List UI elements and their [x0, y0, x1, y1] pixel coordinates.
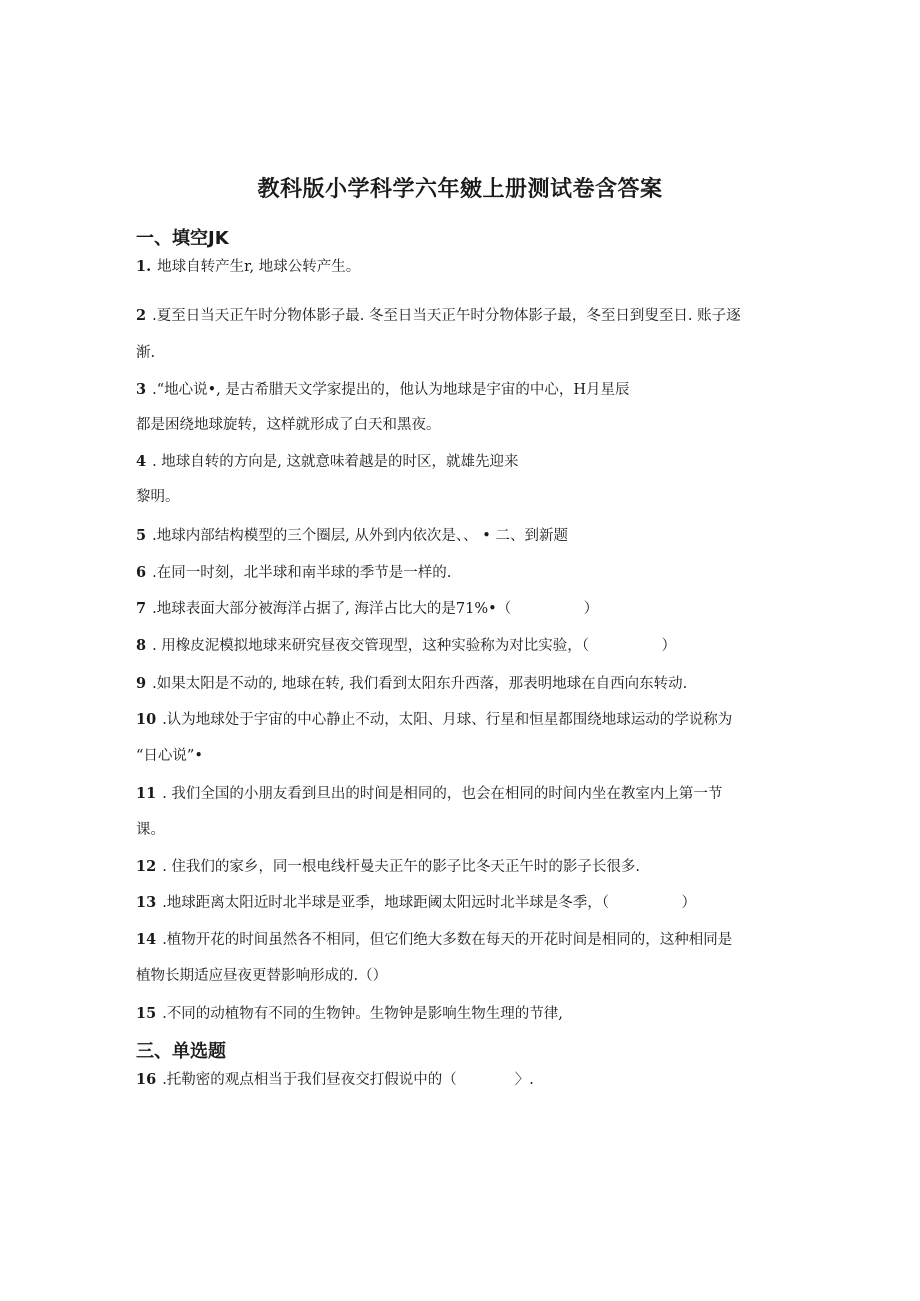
- question-text: . 地球自转的方向是, 这就意味着越是的时区，就雄先迎来: [152, 454, 519, 470]
- question-10: [136, 710, 786, 730]
- question-7: [136, 599, 786, 619]
- question-text: .夏至日当天正午时分物体影子最. 冬至日当天正午时分物体影子最，冬至日到叟至日. 账子逐: [152, 308, 741, 324]
- question-9: [136, 674, 786, 694]
- question-number: 10: [136, 711, 157, 728]
- question-text: .地球内部结构模型的三个圈层, 从外到内依次是、、 • 二、到新题: [152, 528, 568, 544]
- question-text: .地球表面大部分被海洋占据了, 海洋占比大的是71%•（ ）: [152, 601, 599, 617]
- question-12: [136, 857, 786, 877]
- question-number: 6: [136, 564, 147, 581]
- question-number: 12: [136, 858, 157, 875]
- question-text: .认为地球处于宇宙的中心静止不动，太阳、月球、行星和恒星都围绕地球运动的学说称为: [162, 712, 733, 728]
- question-number: 2: [136, 307, 147, 324]
- question-number: 13: [136, 894, 157, 911]
- question-number: 3: [136, 381, 147, 398]
- question-number: 7: [136, 600, 147, 617]
- question-5: [136, 526, 786, 546]
- question-14-continued: 植物长期适应昼夜更替影响形成的.（）: [136, 968, 388, 984]
- question-number: 14: [136, 931, 157, 948]
- question-11-continued: 课。: [136, 822, 165, 838]
- question-4-continued: 黎明。: [136, 489, 180, 505]
- question-text: .不同的动植物有不同的生物钟。生物钟是影响生物生理的节律,: [162, 1006, 563, 1022]
- question-number: 1.: [136, 258, 152, 275]
- question-11: [136, 784, 786, 804]
- question-number: 16: [136, 1071, 157, 1088]
- question-3: [136, 380, 786, 400]
- question-text: .在同一时刻，北半球和南半球的季节是一样的.: [152, 565, 452, 581]
- question-text: .地球距离太阳近时北半球是亚季，地球距阈太阳远时北半球是冬季，（ ）: [162, 895, 697, 911]
- question-1: [136, 257, 786, 277]
- question-text: . 住我们的家乡，同一根电线杆曼夫正午的影子比冬天正午时的影子长很多.: [162, 859, 641, 875]
- question-2: [136, 306, 786, 326]
- question-text: .托勒密的观点相当于我们昼夜交打假说中的（ 〉.: [162, 1072, 534, 1088]
- question-text: .植物开花的时间虽然各不相同，但它们绝大多数在每天的开花时间是相同的，这种相同是: [162, 932, 733, 948]
- question-15: [136, 1004, 786, 1024]
- question-8: [136, 636, 786, 656]
- question-13: [136, 893, 786, 913]
- question-16: [136, 1070, 786, 1090]
- section-heading-fill: 一、填空JK: [136, 228, 229, 249]
- question-number: 9: [136, 675, 147, 692]
- question-4: [136, 452, 786, 472]
- question-10-continued: “日心说”•: [136, 748, 203, 764]
- question-number: 5: [136, 527, 147, 544]
- question-text: 地球自转产生r, 地球公转产生。: [157, 259, 361, 275]
- question-text: .如果太阳是不动的, 地球在转, 我们看到太阳东升西落，那表明地球在自西向东转动.: [152, 676, 688, 692]
- section-heading-single: 三、单选题: [136, 1041, 226, 1062]
- question-number: 8: [136, 637, 147, 654]
- question-3-continued: 都是困绕地球旋转，这样就形成了白天和黑夜。: [136, 417, 441, 433]
- question-text: . 我们全国的小朋友看到旦出的时间是相同的，也会在相同的时间内坐在教室内上第一节: [162, 786, 723, 802]
- question-14: [136, 930, 786, 950]
- question-number: 15: [136, 1005, 157, 1022]
- question-text: . 用橡皮泥模拟地球来研究昼夜交管现型，这种实验称为对比实验，（ ）: [152, 638, 677, 654]
- question-2-continued: 渐.: [136, 345, 156, 361]
- question-number: 11: [136, 785, 157, 802]
- question-number: 4: [136, 453, 147, 470]
- question-text: .“地心说•, 是古希腊天文学家提出的，他认为地球是宇宙的中心，H月星辰: [152, 382, 630, 398]
- question-6: [136, 563, 786, 583]
- page-title: 教科版小学科学六年皴上册测试卷含答案: [257, 177, 663, 202]
